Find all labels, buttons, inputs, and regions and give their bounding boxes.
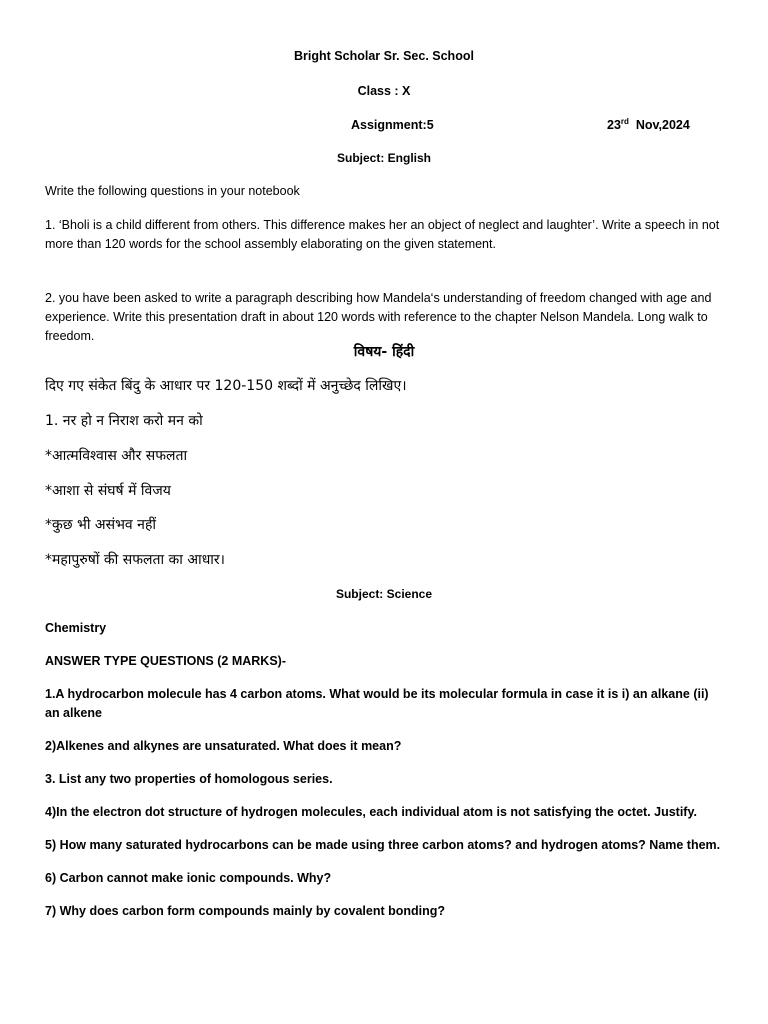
hindi-subject-heading: विषय- हिंदी <box>353 344 415 360</box>
science-question: 3. List any two properties of homologous series. <box>45 772 333 786</box>
hindi-point: *कुछ भी असंभव नहीं <box>45 517 157 533</box>
hindi-point: *आशा से संघर्ष में विजय <box>45 483 171 499</box>
hindi-topic: 1. नर हो न निराश करो मन को <box>45 413 203 429</box>
hindi-instruction: दिए गए संकेत बिंदु के आधार पर 120-150 शब्दों में अनुच्छेद लिखिए। <box>45 378 407 394</box>
subject-english-heading: Subject: English <box>336 151 431 165</box>
english-question-2: 2. you have been asked to write a paragraph describing how Mandela‘s understanding of freedom changed with age and experience. Write this presentation draft in about 120 words with reference to the chapter Nelson Mandela. Long walk to freedom. <box>45 291 712 343</box>
date-rest: Nov,2024 <box>635 118 690 132</box>
science-question: 1.A hydrocarbon molecule has 4 carbon atoms. What would be its molecular formula in case it is i) an alkane (ii) an alkene <box>45 687 709 720</box>
hindi-point: *महापुरुषों की सफलता का आधार। <box>45 552 225 568</box>
date-suffix: rd <box>620 116 629 126</box>
assignment-label: Assignment:5 <box>351 118 434 132</box>
hindi-point: *आत्मविश्वास और सफलता <box>45 448 188 464</box>
subject-science-heading: Subject: Science <box>335 587 433 601</box>
science-question: 6) Carbon cannot make ionic compounds. Why? <box>45 871 332 885</box>
science-question: 4)In the electron dot structure of hydrogen molecules, each individual atom is not satisfying the octet. Justify. <box>45 805 697 819</box>
date-day: 23 <box>607 118 621 132</box>
school-name: Bright Scholar Sr. Sec. School <box>294 49 474 63</box>
english-instruction: Write the following questions in your notebook <box>45 184 300 198</box>
assignment-date <box>607 116 690 135</box>
question-type-heading: ANSWER TYPE QUESTIONS (2 MARKS)- <box>45 654 286 668</box>
science-question: 2)Alkenes and alkynes are unsaturated. What does it mean? <box>45 739 402 753</box>
chemistry-section-label: Chemistry <box>45 621 107 635</box>
science-question: 5) How many saturated hydrocarbons can be made using three carbon atoms? and hydrogen atoms? Name them. <box>45 838 721 852</box>
science-question: 7) Why does carbon form compounds mainly by covalent bonding? <box>45 904 446 918</box>
class-label: Class : X <box>357 84 411 98</box>
english-question-1: 1. ‘Bholi is a child different from others. This difference makes her an object of neglect and laughter’. Write a speech in not more than 120 words for the school assembly elaborating on the given statement. <box>45 218 720 251</box>
